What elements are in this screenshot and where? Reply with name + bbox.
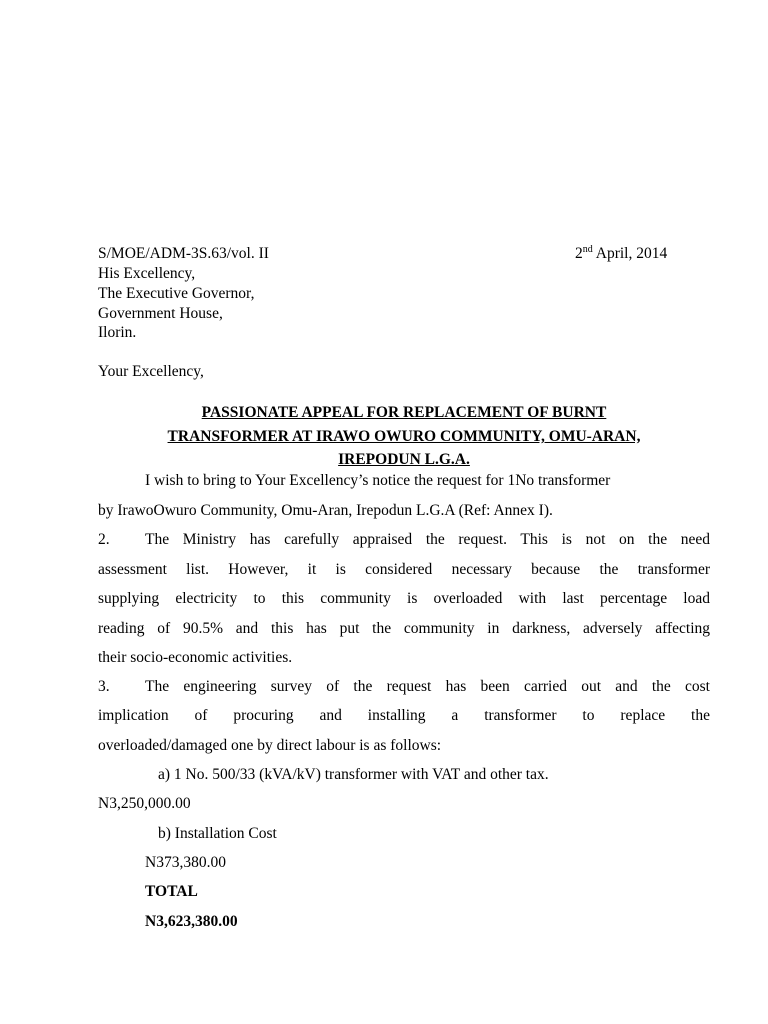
address-line-1: His Excellency, <box>98 265 196 282</box>
address-line-4: Ilorin. <box>98 324 137 341</box>
cost-item-a-amount: N3,250,000.00 <box>98 795 191 812</box>
intro-line-2: by IrawoOwuro Community, Omu-Aran, Irepodun L.G.A (Ref: Annex I). <box>98 502 553 519</box>
paragraph-2-line-4: reading of 90.5% and this has put the community in darkness, adversely affecting <box>98 620 710 637</box>
paragraph-3-line-2: implication of procuring and installing a transformer to replace the <box>98 707 710 724</box>
letter-date <box>575 244 667 264</box>
subject-line-3: IREPODUN L.G.A. <box>338 451 470 468</box>
paragraph-3-number: 3. <box>98 678 110 695</box>
paragraph-2-number: 2. <box>98 531 110 548</box>
date-day: 2 <box>575 245 583 262</box>
subject-line-2: TRANSFORMER AT IRAWO OWURO COMMUNITY, OMU-ARAN, <box>167 428 641 445</box>
paragraph-2-line-2: assessment list. However, it is considered necessary because the transformer <box>98 561 710 578</box>
paragraph-2-line-5: their socio-economic activities. <box>98 649 293 666</box>
date-suffix: nd <box>582 243 593 255</box>
address-line-2: The Executive Governor, <box>98 285 255 302</box>
paragraph-2-line-3: supplying electricity to this community is overloaded with last percentage load <box>98 590 710 607</box>
paragraph-2-line-1: The Ministry has carefully appraised the request. This is not on the need <box>145 531 710 548</box>
paragraph-3-line-3: overloaded/damaged one by direct labour is as follows: <box>98 737 442 754</box>
date-rest: April, 2014 <box>592 245 668 262</box>
reference-number: S/MOE/ADM-3S.63/vol. II <box>98 245 269 262</box>
total-amount: N3,623,380.00 <box>145 913 238 930</box>
cost-item-b-amount: N373,380.00 <box>145 854 226 871</box>
cost-item-b-label: b) Installation Cost <box>158 825 277 842</box>
total-label: TOTAL <box>145 883 198 900</box>
address-line-3: Government House, <box>98 305 223 322</box>
paragraph-3-line-1: The engineering survey of the request has been carried out and the cost <box>145 678 710 695</box>
salutation: Your Excellency, <box>98 363 204 380</box>
cost-item-a-label: a) 1 No. 500/33 (kVA/kV) transformer with VAT and other tax. <box>158 766 549 783</box>
subject-line-1: PASSIONATE APPEAL FOR REPLACEMENT OF BURNT <box>201 404 607 421</box>
intro-line-1: I wish to bring to Your Excellency’s notice the request for 1No transformer <box>145 472 611 489</box>
